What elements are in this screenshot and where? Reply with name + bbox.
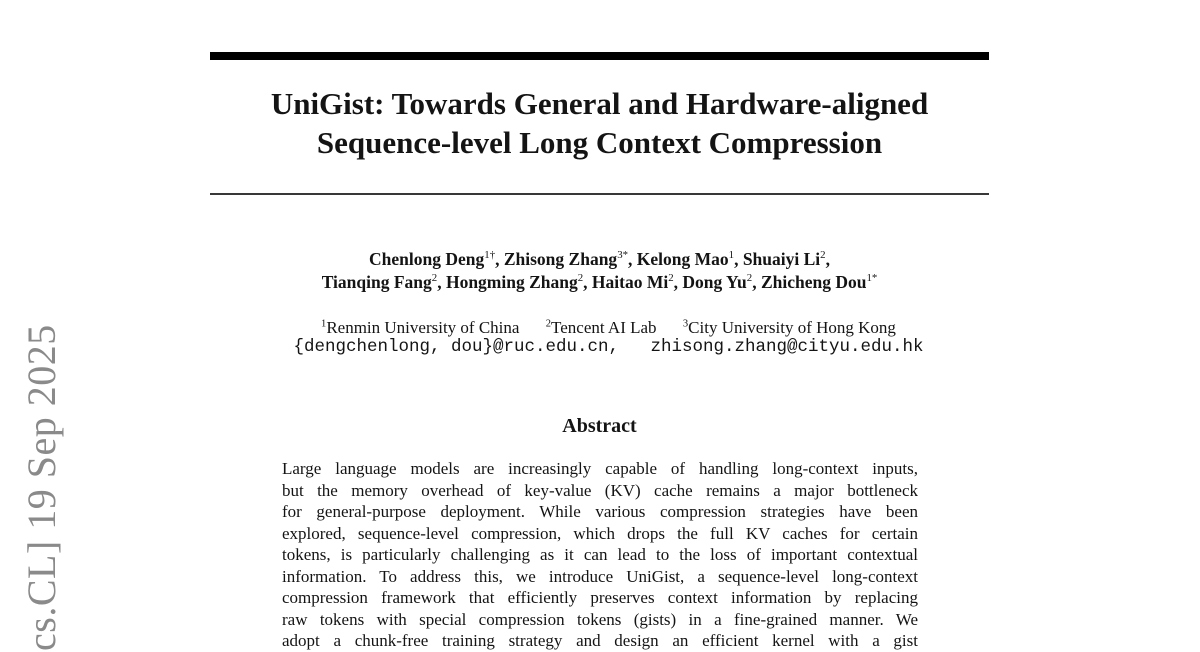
author-line: Chenlong Deng$^{1\dagger}$, Zhisong Zhang$^{3*}$, Kelong Mao$^1$, Shuaiyi Li$^2$, xyxy=(369,249,830,269)
author-name: Chenlong Deng$^{1\dagger}$ xyxy=(369,249,496,269)
affiliation: $^1$Renmin University of China xyxy=(321,318,520,337)
affiliation: $^3$City University of Hong Kong xyxy=(682,318,896,337)
author-affiliation-marker: 3* xyxy=(617,249,629,262)
abstract-line: Large language models are increasingly capable of handling long-context inputs, xyxy=(282,459,918,478)
abstract-line: for general-purpose deployment. While various compression strategies have been xyxy=(282,502,918,521)
affiliation-marker: 1 xyxy=(321,318,327,330)
author-affiliation-marker: 1 xyxy=(728,249,735,262)
author-affiliation-marker: 1† xyxy=(484,249,496,262)
arxiv-watermark: cs.CL] 19 Sep 2025 xyxy=(19,324,64,651)
author-affiliation-marker: 2 xyxy=(668,271,674,284)
abstract-line: raw tokens with special compression tokens (gists) in a fine-grained manner. We xyxy=(282,609,918,629)
abstract-line: explored, sequence-level compression, which drops the full KV caches for certain xyxy=(282,523,918,543)
author-affiliation-marker: 2 xyxy=(577,271,584,284)
abstract-line: information. To address this, we introduce UniGist, a sequence-level long-context xyxy=(282,566,918,586)
title-rule-top xyxy=(210,52,989,60)
author-name: Hongming Zhang$^2$ xyxy=(445,271,584,292)
abstract-line: compression framework that efficiently preserves context information by replacing xyxy=(282,588,918,607)
paper-title-line-2: Sequence-level Long Context Compression xyxy=(316,125,883,160)
contact-emails: {dengchenlong, dou}@ruc.edu.cn, zhisong.zhang@cityu.edu.hk xyxy=(293,337,924,357)
affiliation-marker: 3 xyxy=(682,318,689,330)
title-rule-bottom xyxy=(210,193,989,195)
author-name: Haitao Mi$^2$ xyxy=(591,271,674,292)
affiliation: $^2$Tencent AI Lab xyxy=(545,318,657,337)
abstract-line: adopt a chunk-free training strategy and design an efficient kernel with a gist xyxy=(282,631,918,650)
paper-title-line-1: UniGist: Towards General and Hardware-aligned xyxy=(270,86,929,121)
author-affiliation-marker: 1* xyxy=(866,271,878,284)
abstract-text xyxy=(282,458,918,652)
affiliation-list xyxy=(219,317,998,338)
affiliation-marker: 2 xyxy=(545,318,552,330)
author-name: Kelong Mao$^1$ xyxy=(636,249,735,269)
abstract-line: tokens, is particularly challenging as it can lead to the loss of important contextual xyxy=(282,545,918,564)
abstract-line: but the memory overhead of key-value (KV) cache remains a major bottleneck xyxy=(282,480,918,500)
author-name: Zhisong Zhang$^{3*}$ xyxy=(503,249,629,269)
author-name: Tianqing Fang$^2$ xyxy=(321,271,438,292)
author-affiliation-marker: 2 xyxy=(431,271,438,284)
author-affiliation-marker: 2 xyxy=(746,271,753,284)
author-name: Dong Yu$^2$ xyxy=(682,271,753,292)
author-line: Tianqing Fang$^2$, Hongming Zhang$^2$, Haitao Mi$^2$, Dong Yu$^2$, Zhicheng Dou$^{1*}$ xyxy=(321,271,878,292)
paper-title xyxy=(210,84,989,162)
author-affiliation-marker: 2 xyxy=(820,249,826,262)
author-name: Zhicheng Dou$^{1*}$ xyxy=(760,271,878,292)
author-list xyxy=(210,248,989,293)
author-name: Shuaiyi Li$^2$ xyxy=(742,249,826,269)
abstract-heading: Abstract xyxy=(562,415,637,437)
